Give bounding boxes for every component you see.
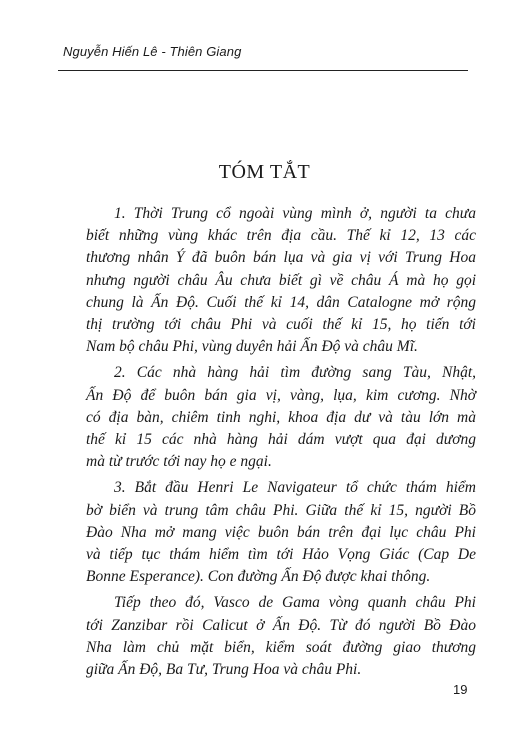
text-line: tới Zanzibar rồi Calicut ở Ấn Độ. Từ đó người Bồ Đào <box>86 616 476 634</box>
text-line: chung là Ấn Độ. Cuối thế kỉ 14, dân Catalogne mở rộng <box>86 293 476 311</box>
text-line: thế kỉ 15 các nhà hàng hải dám vượt qua đại dương <box>86 431 476 449</box>
text-line: và tiếp tục thám hiểm tìm tới Hảo Vọng Giác (Cap De <box>86 546 476 564</box>
text-line: Đào Nha mở mang việc buôn bán trên đại lục châu Phi <box>86 523 476 541</box>
text-line: Nam bộ châu Phi, vùng duyên hải Ấn Độ và châu Mĩ. <box>86 338 418 356</box>
text-line: 3. Bắt đầu Henri Le Navigateur tổ chức thám hiểm <box>114 479 476 497</box>
paragraph-2 <box>86 362 476 473</box>
text-line: thương nhân Ý đã buôn bán lụa và gia vị với Trung Hoa <box>86 249 476 267</box>
text-line: giữa Ấn Độ, Ba Tư, Trung Hoa và châu Phi. <box>86 661 362 679</box>
text-line: bờ biển và trung tâm châu Phi. Giữa thế kỉ 15, người Bồ <box>86 501 476 519</box>
text-line: 1. Thời Trung cổ ngoài vùng mình ở, người ta chưa <box>114 205 476 222</box>
text-line: mà từ trước tới nay họ e ngại. <box>86 453 272 471</box>
paragraph-1 <box>86 203 476 358</box>
text-line: Tiếp theo đó, Vasco de Gama vòng quanh châu Phi <box>114 594 476 612</box>
text-line: 2. Các nhà hàng hải tìm đường sang Tàu, Nhật, <box>114 364 476 382</box>
text-line: Bonne Esperance). Con đường Ấn Độ được khai thông. <box>86 568 431 586</box>
text-line: biết những vùng khác trên địa cầu. Thế kỉ 12, 13 các <box>86 227 476 245</box>
body-text <box>86 203 476 685</box>
text-line: có địa bàn, chiêm tinh nghi, khoa địa dư và tàu lớn mà <box>86 408 476 426</box>
running-header: Nguyễn Hiến Lê - Thiên Giang <box>63 44 242 59</box>
text-line: Nha làm chủ mặt biển, kiểm soát đường giao thương <box>86 638 476 656</box>
header-divider <box>58 70 468 71</box>
paragraph-3 <box>86 477 476 588</box>
page-number: 19 <box>453 682 468 697</box>
chapter-title: TÓM TẮT <box>218 161 311 183</box>
text-line: nhưng người châu Âu chưa biết gì về châu Á mà họ gọi <box>86 271 476 289</box>
text-line: thị trường tới châu Phi và cuối thế kỉ 15, họ tiến tới <box>86 316 476 334</box>
text-line: Ấn Độ để buôn bán gia vị, vàng, lụa, kim cương. Nhờ <box>86 386 476 404</box>
paragraph-4 <box>86 592 476 681</box>
